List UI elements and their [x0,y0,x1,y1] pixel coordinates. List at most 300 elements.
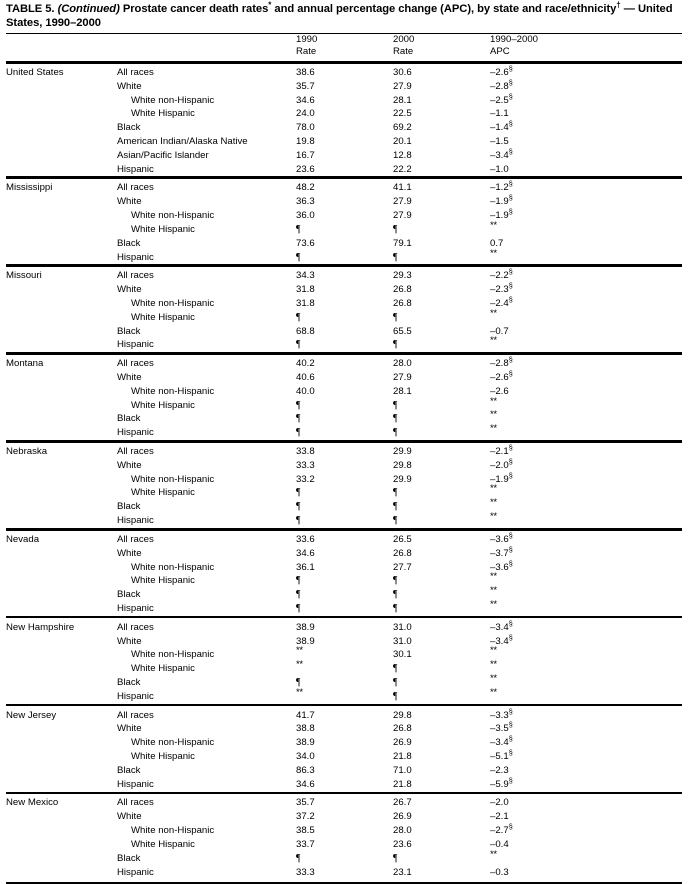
cell-value: 38.8 [296,723,315,735]
cell-rate [393,621,490,635]
cell-value: 35.7 [296,80,315,92]
cell-rate [393,251,490,265]
cell-rate [296,181,393,195]
cell-spacer [600,269,682,283]
cell-spacer [600,325,682,339]
title-text-c: — United States, 1990–2000 [6,3,673,30]
not-calculable-mark: ** [490,510,497,522]
significance-mark: § [508,63,513,73]
cell-value: 22.2 [393,163,412,175]
cell-race-ethnicity: White Hispanic [131,838,195,850]
cell-rate [296,645,393,662]
cell-spacer [600,838,682,852]
cell-race-ethnicity: Black [117,589,141,601]
cell-state-name [6,574,117,588]
cell-value: 12.8 [393,149,412,161]
cell-value: –2.8 [490,358,509,370]
cell-rate [296,297,393,311]
cell-race-ethnicity: White non-Hispanic [131,473,215,485]
cell-apc [490,219,600,237]
cell-apc [490,722,600,736]
significance-mark: § [508,456,513,466]
cell-rate [296,426,393,440]
cell-race-ethnicity: White Hispanic [131,663,195,675]
cell-apc [490,659,600,676]
cell-spacer [600,778,682,792]
cell-spacer [600,722,682,736]
cell-spacer [600,135,682,149]
cell-rate [393,181,490,195]
cell-rate [296,547,393,561]
cell-apc [490,530,600,547]
cell-apc [490,181,600,195]
cell-race-ethnicity: White non-Hispanic [131,385,215,397]
table-row [6,412,682,426]
cell-race-ethnicity: All races [117,270,154,282]
cell-state-name [6,866,117,880]
cell-apc [490,442,600,459]
cell-rate [393,311,490,325]
cell-state-name [6,107,117,121]
cell-apc [490,107,600,121]
cell-rate [393,574,490,588]
table-row [6,459,682,473]
cell-rate [296,659,393,676]
cell-state-name [6,195,117,209]
table-row [6,297,682,311]
cell-race-ethnicity: White [117,459,142,471]
cell-race-ethnicity: American Indian/Alaska Native [117,136,248,148]
cell-rate [296,195,393,209]
cell-state-name [6,690,117,704]
cell-race-ethnicity: Black [117,677,141,689]
cell-value: 31.8 [296,297,315,309]
table-row [6,602,682,616]
cell-race-ethnicity: All races [117,797,154,809]
table-row [6,736,682,750]
cell-rate [393,796,490,810]
cell-race-ethnicity: White non-Hispanic [131,94,215,106]
cell-rate [393,866,490,880]
cell-spacer [600,251,682,265]
cell-value: 26.8 [393,547,412,559]
cell-race-ethnicity: White non-Hispanic [131,649,215,661]
cell-value: 37.2 [296,811,315,823]
cell-value: 79.1 [393,237,412,249]
cell-spacer [600,385,682,399]
cell-value: 27.9 [393,196,412,208]
cell-state-name [6,561,117,575]
cell-value: 86.3 [296,764,315,776]
cell-value: –1.9 [490,210,509,222]
cell-rate [296,533,393,547]
cell-value: –2.6 [490,385,509,397]
table-row [6,223,682,237]
cell-value: 38.9 [296,737,315,749]
cell-rate [296,107,393,121]
table-row [6,690,682,704]
significance-mark: § [508,355,513,364]
cell-rate [393,426,490,440]
significance-mark: § [508,470,513,480]
cell-value: –2.6 [490,66,509,78]
table-row [6,371,682,385]
cell-state-name [6,852,117,866]
cell-spacer [600,94,682,108]
cell-state-name: Nevada [6,533,40,545]
cell-value: 34.6 [296,94,315,106]
cell-race-ethnicity: Black [117,501,141,513]
cell-race-ethnicity: Hispanic [117,515,154,527]
cell-state-name [6,94,117,108]
not-calculable-mark: ** [490,247,497,259]
cell-state-name [6,135,117,149]
cell-spacer [600,371,682,385]
cell-rate [296,94,393,108]
significance-mark: § [508,821,513,831]
cell-rate [393,662,490,676]
cell-rate [393,588,490,602]
cell-value: 34.3 [296,270,315,282]
cell-state-name [6,297,117,311]
not-available-mark: ¶ [393,339,398,351]
cell-apc [490,632,600,649]
cell-spacer [600,181,682,195]
cell-rate [393,852,490,866]
cell-rate [393,635,490,649]
cell-apc [490,325,600,339]
header-rate-2000-label: Rate [393,45,414,57]
not-available-mark: ¶ [393,663,398,675]
table-row [6,237,682,251]
cell-apc [490,135,600,149]
cell-apc [490,544,600,561]
cell-value: 35.7 [296,797,315,809]
cell-value: –2.8 [490,80,509,92]
cell-value: 27.9 [393,210,412,222]
table-row [6,121,682,135]
cell-value: 28.0 [393,825,412,837]
cell-state-name [6,648,117,662]
cell-value: 34.0 [296,751,315,763]
cell-state-name [6,547,117,561]
cell-value: –1.4 [490,122,509,134]
cell-rate [393,209,490,223]
cell-value: 28.1 [393,385,412,397]
cell-race-ethnicity: All races [117,182,154,194]
cell-rate [393,676,490,690]
cell-state-name [6,209,117,223]
cell-rate [296,473,393,487]
table-number: TABLE 5. [6,3,55,15]
cell-apc [490,686,600,704]
header-category [117,34,296,57]
cell-rate [393,750,490,764]
cell-race-ethnicity: White Hispanic [131,487,195,499]
significance-mark: § [508,720,513,730]
cell-apc [490,821,600,838]
significance-mark: § [508,442,513,452]
not-available-mark: ¶ [296,399,301,411]
table-row [6,486,682,500]
cell-state-name [6,824,117,838]
cell-value: 36.3 [296,196,315,208]
not-available-mark: ¶ [393,575,398,587]
cell-value: 0.7 [490,237,504,249]
cell-value: 69.2 [393,122,412,134]
not-available-mark: ¶ [393,602,398,614]
cell-state-name [6,149,117,163]
cell-spacer [600,676,682,690]
cell-spacer [600,852,682,866]
cell-rate [296,163,393,177]
cell-state-name [6,283,117,297]
significance-mark: § [508,632,513,642]
cell-value: 68.8 [296,325,315,337]
table-row [6,399,682,413]
cell-rate [393,338,490,352]
cell-race-ethnicity: White [117,80,142,92]
cell-state-name [6,514,117,528]
cell-rate [296,764,393,778]
header-apc-label: APC [490,45,510,57]
cell-rate [393,533,490,547]
cell-race-ethnicity: White non-Hispanic [131,561,215,573]
table-row [6,269,682,283]
not-available-mark: ¶ [296,223,301,235]
cell-value: 33.2 [296,473,315,485]
cell-value: –3.6 [490,533,509,545]
significance-mark: § [508,280,513,290]
cell-state-name [6,500,117,514]
cell-rate [296,709,393,723]
cell-apc [490,775,600,792]
header-rate-1990-year: 1990 [296,34,318,46]
cell-state-name: Montana [6,358,44,370]
cell-spacer [600,311,682,325]
cell-value: –3.7 [490,547,509,559]
cell-rate [393,283,490,297]
table-row [6,251,682,265]
cell-state-name: United States [6,66,64,78]
table-row [6,810,682,824]
cell-value: –2.2 [490,270,509,282]
not-available-mark: ¶ [393,399,398,411]
cell-rate [296,621,393,635]
cell-race-ethnicity: Black [117,325,141,337]
cell-spacer [600,690,682,704]
cell-rate [393,602,490,616]
cell-race-ethnicity: Hispanic [117,339,154,351]
cell-value: –3.6 [490,561,509,573]
cell-value: 27.7 [393,561,412,573]
cell-value: –3.4 [490,149,509,161]
cell-apc [490,163,600,177]
cell-rate [296,486,393,500]
header-state [6,34,117,57]
cell-value: 21.8 [393,778,412,790]
cell-rate [393,297,490,311]
not-calculable-mark: ** [490,659,497,671]
cell-race-ethnicity: White Hispanic [131,223,195,235]
significance-mark: § [508,530,513,540]
cell-rate [393,163,490,177]
cell-state-name: New Jersey [6,709,57,721]
cell-value: 78.0 [296,122,315,134]
cell-value: 26.8 [393,723,412,735]
cell-race-ethnicity: Hispanic [117,866,154,878]
cell-value: –2.1 [490,446,509,458]
cell-value: –5.1 [490,751,509,763]
cell-value: –1.1 [490,108,509,120]
cell-spacer [600,709,682,723]
cell-rate [393,561,490,575]
prostate-death-rates-table [6,34,682,884]
cell-value: –1.2 [490,182,509,194]
not-calculable-mark: ** [490,395,497,407]
cell-apc [490,764,600,778]
cell-rate [393,486,490,500]
cell-value: 41.1 [393,182,412,194]
cell-state-name [6,371,117,385]
cell-apc [490,598,600,616]
not-available-mark: ¶ [393,690,398,702]
cell-value: –1.5 [490,136,509,148]
cell-rate [296,80,393,94]
cell-race-ethnicity: White [117,284,142,296]
not-calculable-mark: ** [490,483,497,495]
cell-rate [393,547,490,561]
cell-value: –2.5 [490,94,509,106]
header-rate-1990-label: Rate [296,45,317,57]
table-row [6,588,682,602]
cell-rate [296,810,393,824]
not-available-mark: ¶ [393,677,398,689]
not-calculable-mark: ** [296,686,303,698]
cell-race-ethnicity: White Hispanic [131,399,195,411]
cell-state-name [6,662,117,676]
cell-spacer [600,107,682,121]
cell-spacer [600,163,682,177]
cell-race-ethnicity: Hispanic [117,690,154,702]
not-available-mark: ¶ [296,852,301,864]
cell-spacer [600,473,682,487]
significance-mark: § [508,119,513,129]
cell-race-ethnicity: White [117,811,142,823]
header-rate-1990 [296,34,393,57]
cell-value: 73.6 [296,237,315,249]
cell-spacer [600,283,682,297]
cell-state-name [6,223,117,237]
cell-value: 48.2 [296,182,315,194]
cell-rate [393,121,490,135]
cell-value: 30.1 [393,649,412,661]
cell-rate [393,223,490,237]
cell-apc [490,736,600,750]
not-calculable-mark: ** [490,571,497,583]
cell-value: 23.6 [296,163,315,175]
cell-value: 29.9 [393,473,412,485]
cell-spacer [600,486,682,500]
cell-rate [393,66,490,80]
cell-spacer [600,574,682,588]
cell-spacer [600,80,682,94]
cell-value: 34.6 [296,778,315,790]
cell-rate [296,838,393,852]
cell-state-name [6,838,117,852]
cell-race-ethnicity: Asian/Pacific Islander [117,149,209,161]
cell-race-ethnicity: White non-Hispanic [131,825,215,837]
cell-rate [393,810,490,824]
cell-value: 28.1 [393,94,412,106]
table-row [6,722,682,736]
not-calculable-mark: ** [490,219,497,231]
table-row [6,852,682,866]
cell-value: –2.3 [490,284,509,296]
not-available-mark: ¶ [296,251,301,263]
not-calculable-mark: ** [490,645,497,657]
cell-value: 38.5 [296,825,315,837]
cell-value: –0.3 [490,866,509,878]
cell-race-ethnicity: White [117,372,142,383]
significance-mark: § [508,77,513,87]
cell-race-ethnicity: Hispanic [117,427,154,439]
cell-rate [296,866,393,880]
cell-rate [393,94,490,108]
cell-apc [490,63,600,80]
cell-apc [490,838,600,852]
cell-state-name [6,399,117,413]
cell-race-ethnicity: White non-Hispanic [131,297,215,309]
title-text-b: and annual percentage change (APC), by state and race/ethnicity [271,3,617,15]
cell-race-ethnicity: All races [117,709,154,721]
cell-apc [490,77,600,94]
cell-rate [296,385,393,399]
cell-rate [393,237,490,251]
cell-apc [490,483,600,500]
cell-value: 30.6 [393,66,412,78]
cell-apc [490,456,600,473]
cell-race-ethnicity: White Hispanic [131,751,195,763]
cell-rate [393,838,490,852]
cell-apc [490,558,600,575]
cell-race-ethnicity: Hispanic [117,778,154,790]
cell-spacer [600,399,682,413]
cell-rate [296,399,393,413]
cell-rate [393,325,490,339]
cell-value: 33.6 [296,533,315,545]
cell-race-ethnicity: Hispanic [117,163,154,175]
cell-rate [296,796,393,810]
not-calculable-mark: ** [490,584,497,596]
cell-rate [296,722,393,736]
cell-rate [296,223,393,237]
cell-rate [393,764,490,778]
cell-state-name [6,602,117,616]
not-available-mark: ¶ [296,339,301,351]
cell-value: –3.3 [490,709,509,721]
cell-rate [393,778,490,792]
cell-apc [490,385,600,399]
not-available-mark: ¶ [393,251,398,263]
cell-apc [490,409,600,426]
cell-apc [490,470,600,487]
cell-value: 16.7 [296,149,315,161]
cell-apc [490,672,600,690]
cell-race-ethnicity: White non-Hispanic [131,210,215,222]
cell-value: –2.3 [490,764,509,776]
cell-rate [296,269,393,283]
